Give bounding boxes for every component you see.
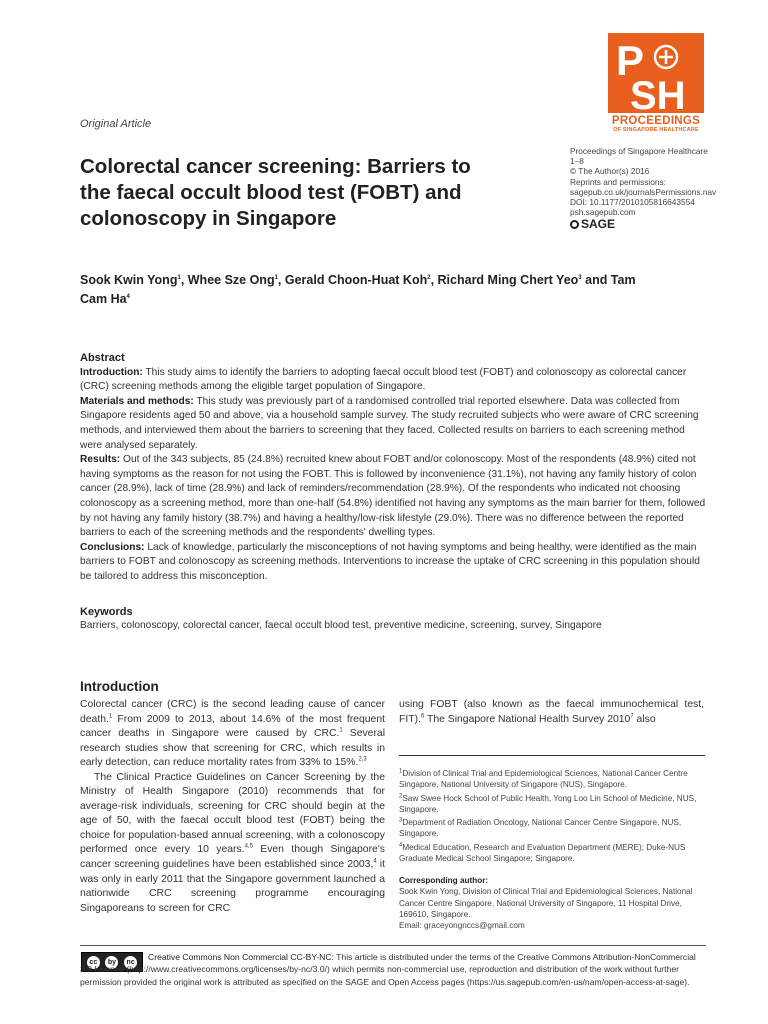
- abstract: [80, 351, 706, 585]
- keywords-heading: Keywords: [80, 606, 133, 618]
- abstract-heading: Abstract: [80, 352, 125, 364]
- affiliation-2: $^2$Saw Swee Hock School of Public Health, Yong Loo Lin School of Medicine, NUS, Singapore.: [399, 792, 697, 814]
- intro-paragraph-1: Colorectal cancer (CRC) is the second leading cause of cancer death.$^1$ From 2009 to 2013, about 14.6% of the most frequent cancer deaths in Singapore were caused by CRC.$^1$ Several research studies show that screening for CRC, which results in early detection, can reduce mortality rates from 33% to 15%.$^{2,3}$: [80, 699, 386, 769]
- publisher-name: SAGE: [581, 217, 616, 232]
- meta-reprints: Reprints and permissions:: [570, 176, 666, 187]
- article-type: Original Article: [80, 118, 152, 130]
- license-text: [80, 951, 706, 988]
- keywords: [80, 605, 706, 633]
- author-list: Sook Kwin Yong$^1$, Whee Sze Ong$^1$, Gerald Choon-Huat Koh$^2$, Richard Ming Chert Yeo$^3$ and Tam Cam Ha$^4$: [80, 273, 636, 306]
- logo-name: PROCEEDINGS: [611, 115, 701, 127]
- affiliation-3: $^3$Department of Radiation Oncology, National Cancer Centre Singapore, NUS, Singapore.: [399, 817, 682, 839]
- abstract-results: Results: Out of the 343 subjects, 85 (24.8%) recruited knew about FOBT and/or colonoscopy. Most of the respondents (48.9%) cited not having symptoms as the reason for not using the FOBT. This is followed by inconvenience (31.1%), not having any family history of colon cancer (28.9%), lack of time (28.9%) and lack of reminders/recommendation (28.9%). Of the respondents who indicated not choosing colonoscopy as a screening method, more than one-half (54.8%) identified not having any symptoms as the main barrier for them, followed by not having any family history (38.7%) and having a healthy/low-risk lifestyle (29.0%). There was no difference between the reported barriers to each of the screening methods and the respondents' dwelling types.: [80, 454, 706, 539]
- meta-site-link[interactable]: psh.sagepub.com: [570, 207, 636, 218]
- affiliation-4: $^4$Medical Education, Research and Evaluation Department (MERE); Duke-NUS Graduate Medical School Singapore; Singapore.: [399, 842, 686, 864]
- publisher-logo: [570, 217, 740, 232]
- meta-doi[interactable]: DOI: 10.1177/2010105816643554: [570, 197, 695, 208]
- abstract-methods: Materials and methods: This study was previously part of a randomised controlled trial reported elsewhere. Data was collected from Singapore residents aged 50 and above, via a household sample survey. The study recruited subjects who were aware of CRC screening methods, and interviewed them about the barriers to screening that they faced. Collected results on barriers to each screening method were analysed separately.: [80, 395, 699, 451]
- by-icon: by: [105, 956, 118, 969]
- license-divider: [80, 945, 706, 946]
- corresponding-author: [399, 875, 705, 931]
- psh-logo-icon: [608, 33, 704, 113]
- svg-text:SH: SH: [630, 74, 686, 113]
- sage-ring-icon: [570, 220, 579, 229]
- body-column-left: [80, 698, 385, 916]
- meta-pages: 1–8: [570, 156, 584, 167]
- svg-text:P: P: [616, 37, 645, 84]
- meta-journal: Proceedings of Singapore Healthcare: [570, 146, 708, 156]
- affiliations: [399, 768, 705, 866]
- meta-copyright: © The Author(s) 2016: [570, 166, 650, 177]
- body-column-right: using FOBT (also known as the faecal immunochemical test, FIT).$^6$ The Singapore National Health Survey 2010$^7$ also: [399, 699, 704, 725]
- logo-subtitle: OF SINGAPORE HEALTHCARE: [613, 127, 699, 133]
- nc-icon: nc: [124, 956, 137, 969]
- abstract-conclusions: Conclusions: Lack of knowledge, particularly the misconceptions of not having symptoms and being healthy, were identified as the main barriers to FOBT and colonoscopy as screening methods. Interventions to increase the uptake of CRC screening in this population should be tailored to address this misconception.: [80, 541, 700, 582]
- keywords-list: Barriers, colonoscopy, colorectal cancer, faecal occult blood test, preventive medicine, screening, survey, Singapore: [80, 620, 602, 631]
- footnote-divider: [399, 755, 705, 756]
- corresponding-heading: Corresponding author:: [399, 876, 489, 885]
- intro-paragraph-2: The Clinical Practice Guidelines on Cancer Screening by the Ministry of Health Singapore (2010) recommends that for average-risk individuals, screening for CRC should begin at the age of 50, with the faecal occult blood test (FOBT) being the choice for population-based annual screening, with a colonoscopy performed once every 10 years.$^{4,5}$ Even though Singapore's cancer screening guidelines have been established since 2003,$^4$ it was only in early 2011 that the Singapore government launched a nationwide CRC screening programme encouraging Singaporeans to screen for CRC: [80, 771, 385, 914]
- abstract-introduction: Introduction: This study aims to identify the barriers to adopting faecal occult blood test (FOBT) and colonoscopy as colorectal cancer (CRC) screening methods among the eligible target population of Singapore.: [80, 366, 687, 393]
- license-body: This article is distributed under the terms of the Creative Commons Attribution-NonCommercial 3.0 License (http://www.creativecommons.org/licenses/by-nc/3.0/) which permits non-commercial use, reproduction and distribution of the work without further permission provided the original work is attributed as specified on the SAGE and Open Access pages (https://us.sagepub.com/en-us/nam/open-access-at-sage).: [80, 952, 696, 987]
- cc-icon: cc: [87, 956, 100, 969]
- meta-permissions-link[interactable]: sagepub.co.uk/journalsPermissions.nav: [570, 186, 717, 197]
- psh-logo-mark: [608, 33, 704, 113]
- journal-logo: [608, 33, 704, 133]
- article-title: Colorectal cancer screening: Barriers to the faecal occult blood test (FOBT) and colonoscopy in Singapore: [80, 155, 471, 230]
- journal-meta: [570, 146, 740, 230]
- introduction-heading: Introduction: [80, 679, 159, 694]
- affiliation-1: $^1$Division of Clinical Trial and Epidemiological Sciences, National Cancer Centre Singapore, National University of Singapore (NUS), Singapore.: [399, 768, 688, 790]
- license-lead: Creative Commons Non Commercial CC-BY-NC:: [148, 952, 334, 962]
- corresponding-address: Sook Kwin Yong, Division of Clinical Trial and Epidemiological Sciences, National Cancer Centre Singapore, National University of Singapore, 11 Hospital Drive, 169610, Singapore.: [399, 887, 693, 919]
- corresponding-email[interactable]: Email: graceyongnccs@gmail.com: [399, 921, 525, 931]
